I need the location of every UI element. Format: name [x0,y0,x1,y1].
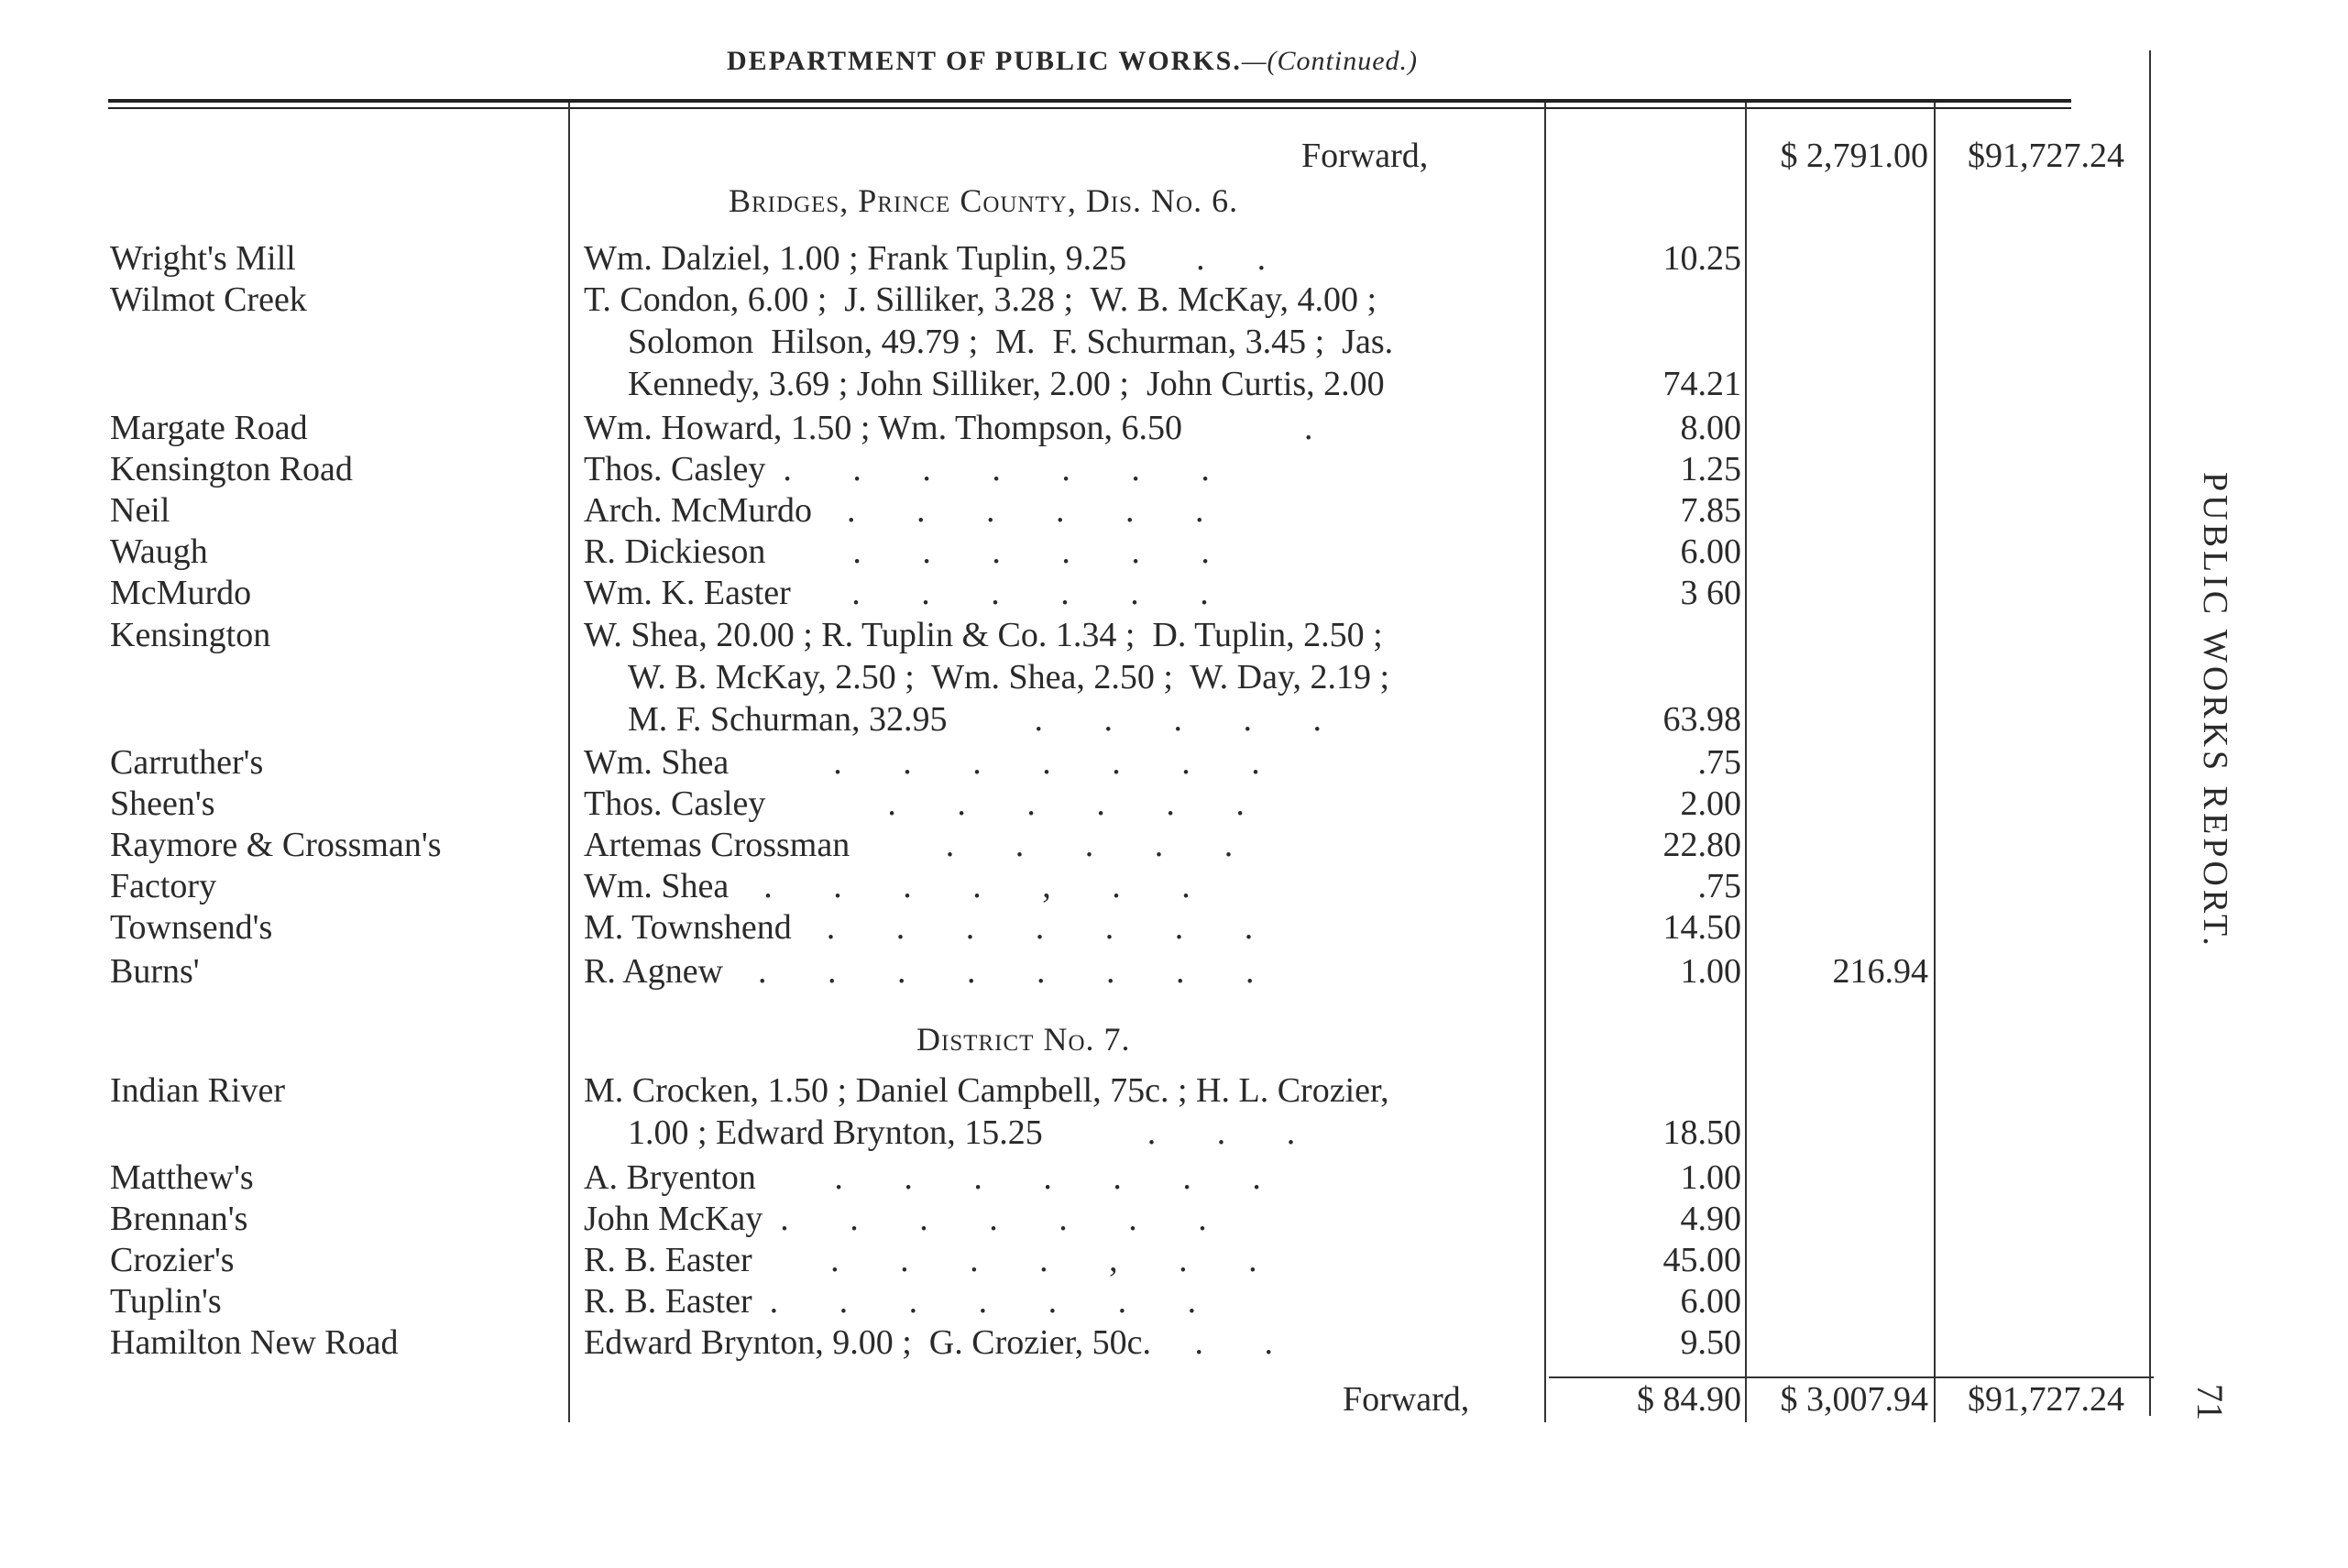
payee-line: Arch. McMurdo . . . . . . [584,491,1204,530]
page-number: 71 [2189,1384,2231,1420]
total-rule [1549,1376,2154,1378]
header-subtitle: —(Continued.) [1241,46,1419,76]
subtotal: 216.94 [1832,952,1928,991]
payee-line: Solomon Hilson, 49.79 ; M. F. Schurman, 3.45 ; Jas. [628,323,1394,361]
place-name: Kensington Road [110,450,353,488]
amount: 74.21 [1662,365,1741,403]
place-name: Waugh [110,532,208,571]
amount: 8.00 [1680,409,1741,447]
amount: 2.00 [1680,784,1741,823]
forward-top-label: Forward, [1301,137,1429,175]
amount: 6.00 [1680,1282,1741,1321]
place-name: Sheen's [110,784,215,823]
payee-line: Wm. Howard, 1.50 ; Wm. Thompson, 6.50 . [584,409,1313,447]
page-edge-line [2149,50,2151,1416]
place-name: Burns' [110,952,200,991]
column-divider-subtotal [1745,103,1747,1422]
amount: 1.00 [1680,1158,1741,1197]
payee-line: Wm. Shea . . . . , . . [584,867,1190,905]
page-header [0,46,2145,77]
place-name: McMurdo [110,574,252,612]
section-title-dis-6: Bridges, Prince County, Dis. No. 6. [729,182,1239,219]
place-name: Townsend's [110,908,273,947]
place-name: Margate Road [110,409,308,447]
payee-line: T. Condon, 6.00 ; J. Silliker, 3.28 ; W. B. McKay, 4.00 ; [584,280,1377,319]
payee-line: R. B. Easter . . . . , . . [584,1241,1257,1279]
forward-bottom-col2: $ 3,007.94 [1780,1380,1928,1419]
forward-top-col2: $ 2,791.00 [1780,137,1928,175]
amount: 4.90 [1680,1200,1741,1238]
payee-line: Wm. Shea . . . . . . . [584,743,1260,782]
payee-line: R. B. Easter . . . . . . . [584,1282,1197,1321]
place-name: Carruther's [110,743,264,782]
payee-line: Thos. Casley . . . . . . [584,784,1245,823]
header-rule-thick [108,99,2071,103]
amount: 14.50 [1662,908,1741,947]
payee-line: Artemas Crossman . . . . . [584,826,1234,864]
payee-line: R. Agnew . . . . . . . . [584,952,1255,991]
amount: 1.00 [1680,952,1741,991]
amount: 6.00 [1680,532,1741,571]
forward-bottom-label: Forward, [1343,1380,1470,1419]
payee-line: W. Shea, 20.00 ; R. Tuplin & Co. 1.34 ; D. Tuplin, 2.50 ; [584,616,1383,654]
forward-bottom-col3: $91,727.24 [1968,1380,2124,1419]
place-name: Raymore & Crossman's [110,826,442,864]
place-name: Brennan's [110,1200,248,1238]
place-name: Wilmot Creek [110,280,307,319]
amount: 3 60 [1680,574,1741,612]
payee-line: 1.00 ; Edward Brynton, 15.25 . . . [628,1113,1296,1152]
payee-line: Wm. Dalziel, 1.00 ; Frank Tuplin, 9.25 . . [584,239,1267,278]
place-name: Crozier's [110,1241,235,1279]
column-divider-left [568,103,570,1422]
payee-line: Kennedy, 3.69 ; John Silliker, 2.00 ; John Curtis, 2.00 [628,365,1385,403]
payee-line: M. F. Schurman, 32.95 . . . . . [628,700,1322,739]
place-name: Neil [110,491,170,530]
side-title: PUBLIC WORKS REPORT. [2196,472,2234,949]
column-divider-total [1934,103,1936,1422]
column-divider-amounts [1544,103,1546,1422]
payee-line: Wm. K. Easter . . . . . . [584,574,1209,612]
amount: .75 [1697,867,1741,905]
amount: 18.50 [1662,1113,1741,1152]
section-title-dis-7: District No. 7. [916,1021,1131,1058]
payee-line: W. B. McKay, 2.50 ; Wm. Shea, 2.50 ; W. Day, 2.19 ; [628,658,1390,696]
header-title: DEPARTMENT OF PUBLIC WORKS. [726,46,1242,76]
payee-line: John McKay . . . . . . . [584,1200,1207,1238]
payee-line: Edward Brynton, 9.00 ; G. Crozier, 50c. . . [584,1323,1274,1362]
place-name: Matthew's [110,1158,254,1197]
place-name: Wright's Mill [110,239,296,278]
payee-line: Thos. Casley . . . . . . . [584,450,1210,488]
payee-line: A. Bryenton . . . . . . . [584,1158,1261,1197]
place-name: Kensington [110,616,271,654]
payee-line: R. Dickieson . . . . . . [584,532,1210,571]
amount: 22.80 [1662,826,1741,864]
amount: 7.85 [1680,491,1741,530]
payee-line: M. Townshend . . . . . . . [584,908,1254,947]
amount: 9.50 [1680,1323,1741,1362]
amount: .75 [1697,743,1741,782]
payee-line: M. Crocken, 1.50 ; Daniel Campbell, 75c. ; H. L. Crozier, [584,1071,1389,1110]
place-name: Indian River [110,1071,286,1110]
amount: 10.25 [1662,239,1741,278]
forward-bottom-col1: $ 84.90 [1637,1380,1741,1419]
forward-top-col3: $91,727.24 [1968,137,2124,175]
amount: 45.00 [1662,1241,1741,1279]
amount: 63.98 [1662,700,1741,739]
header-rule-thin [108,107,2071,109]
place-name: Hamilton New Road [110,1323,399,1362]
place-name: Factory [110,867,217,905]
amount: 1.25 [1680,450,1741,488]
place-name: Tuplin's [110,1282,222,1321]
